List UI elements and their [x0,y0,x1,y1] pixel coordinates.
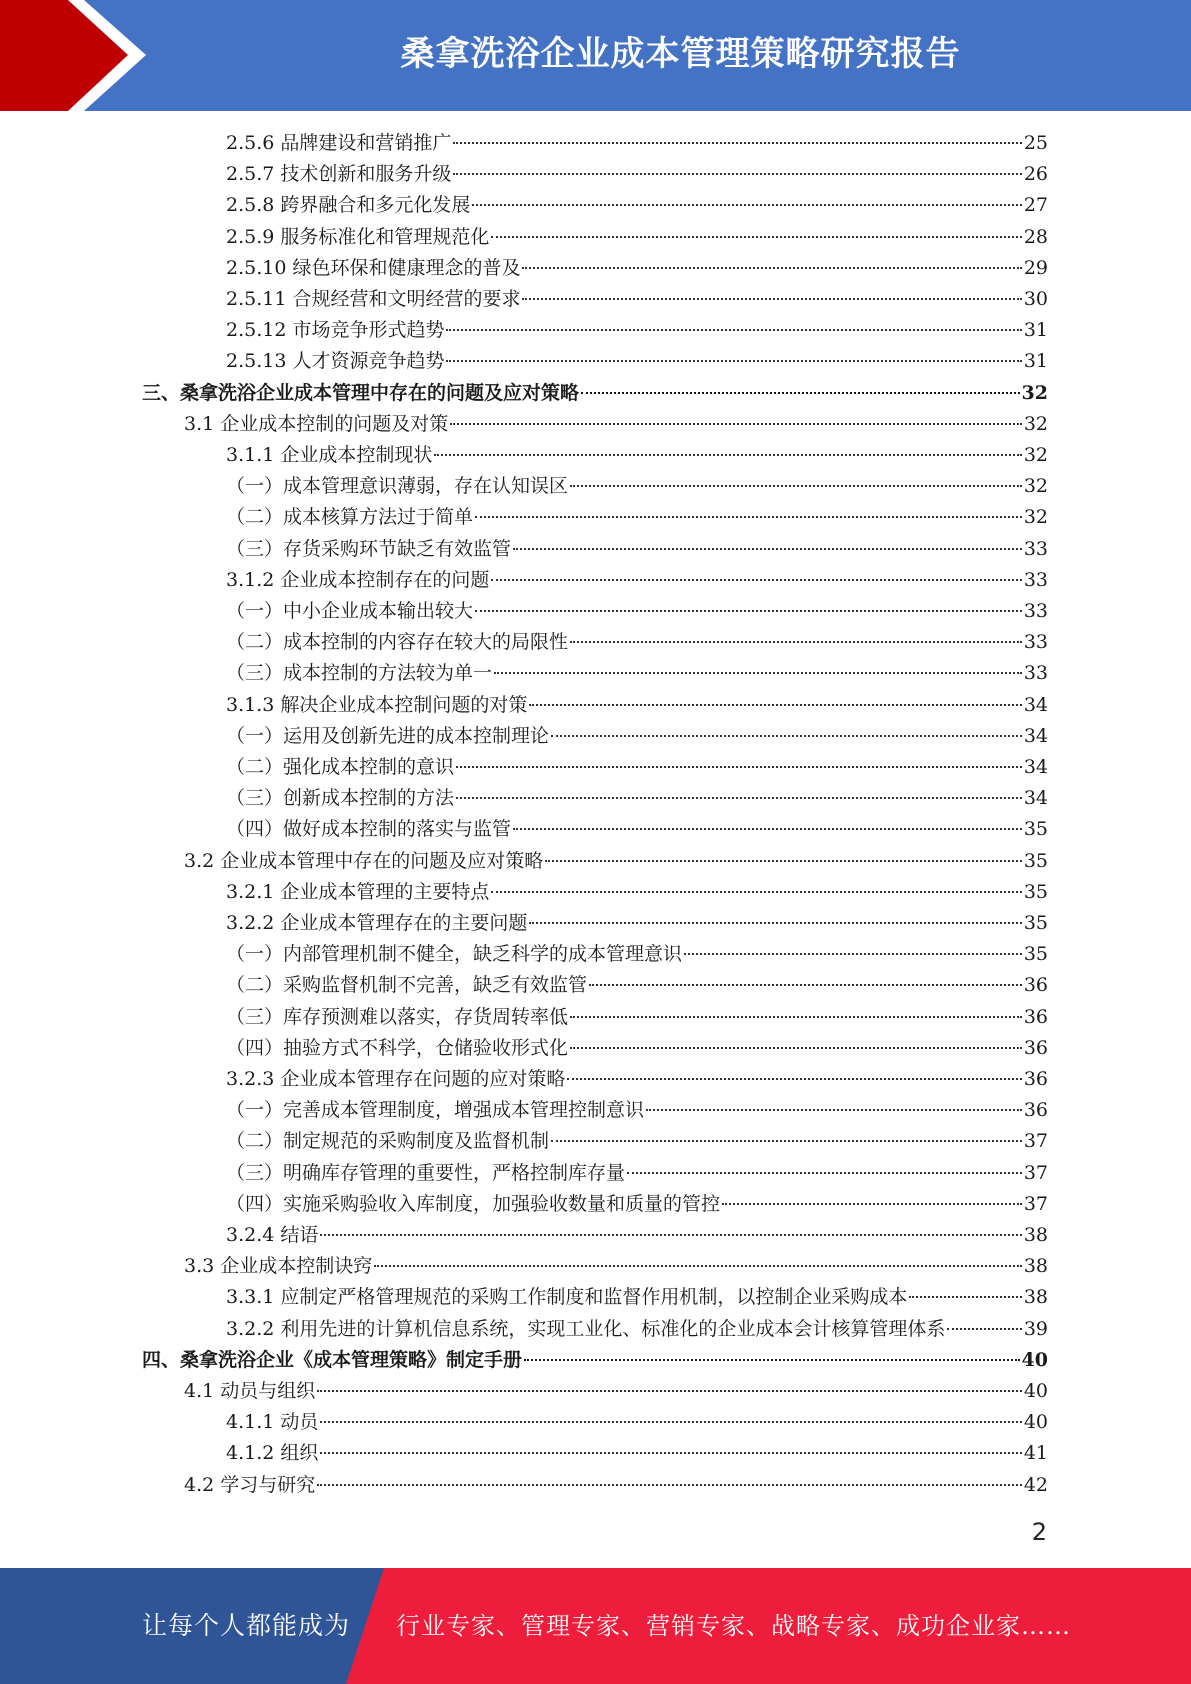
toc-dot-leader [529,922,1021,924]
toc-entry-title: （三）创新成本控制的方法 [226,787,455,810]
toc-entry[interactable] [226,1158,1048,1189]
toc-entry-title: （一）运用及创新先进的成本控制理论 [226,724,550,747]
toc-dot-leader [491,236,1021,238]
toc-entry-page: 37 [1023,1161,1048,1184]
toc-entry[interactable] [226,1314,1048,1345]
toc-entry-title: （二）采购监督机制不完善，缺乏有效监管 [226,974,588,997]
toc-entry[interactable] [184,409,1048,440]
toc-entry[interactable] [226,1282,1048,1313]
toc-entry-page: 41 [1023,1442,1048,1465]
toc-dot-leader [545,860,1022,862]
toc-dot-leader [453,142,1021,144]
toc-entry[interactable] [226,1438,1048,1469]
toc-entry-page: 34 [1023,693,1048,716]
toc-entry[interactable] [226,690,1048,721]
toc-entry[interactable] [226,565,1048,596]
red-chevron-icon [0,0,170,111]
toc-dot-leader [909,1296,1021,1298]
toc-entry-page: 36 [1023,1036,1048,1059]
toc-entry-title: 3.1 企业成本控制的问题及对策 [184,412,449,435]
toc-entry-title: （一）内部管理机制不健全，缺乏科学的成本管理意识 [226,943,683,966]
toc-entry[interactable] [226,128,1048,159]
toc-entry-page: 35 [1023,818,1048,841]
toc-entry-title: 2.5.9 服务标准化和管理规范化 [226,225,490,248]
toc-dot-leader [589,984,1022,986]
toc-entry[interactable] [226,222,1048,253]
toc-entry-page: 36 [1023,1068,1048,1090]
toc-entry-page: 36 [1023,974,1048,997]
toc-entry-page: 35 [1023,912,1048,934]
toc-entry-page: 27 [1023,194,1048,217]
toc-entry-page: 32 [1023,412,1048,435]
toc-dot-leader [581,392,1020,394]
toc-entry[interactable] [184,1251,1048,1282]
page-number: 2 [1031,1518,1047,1546]
toc-entry-title: 3.1.1 企业成本控制现状 [226,444,433,466]
toc-entry[interactable] [226,440,1048,471]
toc-entry-page: 28 [1023,225,1048,248]
toc-entry[interactable] [184,1376,1048,1407]
toc-entry[interactable] [226,190,1048,221]
toc-entry-page: 34 [1023,724,1048,747]
toc-dot-leader [320,1452,1021,1454]
toc-entry[interactable] [226,1064,1048,1095]
toc-dot-leader [524,1359,1020,1361]
toc-dot-leader [646,1109,1022,1111]
toc-entry-page: 38 [1023,1286,1048,1309]
toc-dot-leader [450,423,1022,425]
toc-entry[interactable] [184,1470,1048,1501]
toc-entry-title: 四、桑拿洗浴企业《成本管理策略》制定手册 [142,1348,523,1371]
toc-entry-title: 2.5.11 合规经营和文明经营的要求 [226,288,521,310]
toc-entry[interactable] [226,721,1048,752]
toc-entry-page: 34 [1023,787,1048,810]
toc-entry-page: 33 [1023,568,1048,591]
document-title: 桑拿洗浴企业成本管理策略研究报告 [400,34,961,74]
toc-dot-leader [570,1016,1022,1018]
toc-dot-leader [446,329,1021,331]
toc-entry-title: （四）做好成本控制的落实与监管 [226,818,512,841]
toc-entry[interactable] [226,1189,1048,1220]
toc-entry[interactable] [226,1407,1048,1438]
toc-entry-title: 3.2.2 利用先进的计算机信息系统，实现工业化、标准化的企业成本会计核算管理体系 [226,1317,946,1340]
toc-entry-title: 4.2 学习与研究 [184,1473,316,1496]
toc-entry-page: 36 [1023,1005,1048,1028]
toc-entry-page: 33 [1023,662,1048,685]
toc-entry-title: （三）库存预测难以落实，存货周转率低 [226,1005,569,1028]
toc-entry-page: 32 [1023,475,1048,498]
toc-entry[interactable] [142,378,1048,409]
toc-entry[interactable] [226,1126,1048,1157]
toc-entry-title: （二）制定规范的采购制度及监督机制 [226,1130,550,1153]
toc-dot-leader [522,298,1021,300]
footer-slogan-left: 让每个人都能成为 [142,1611,351,1640]
toc-entry-title: 2.5.13 人才资源竞争趋势 [226,350,445,373]
toc-dot-leader [570,641,1022,643]
toc-entry-title: （三）明确库存管理的重要性，严格控制库存量 [226,1161,626,1184]
toc-dot-leader [475,516,1022,518]
toc-entry-page: 36 [1023,1099,1048,1122]
toc-entry-page: 29 [1023,256,1048,279]
toc-entry-title: 3.3 企业成本控制诀窍 [184,1255,373,1278]
toc-entry-title: 4.1.1 动员 [226,1411,319,1434]
footer-slogan-right: 行业专家、管理专家、营销专家、战略专家、成功企业家…… [396,1612,1071,1640]
toc-entry-page: 38 [1023,1224,1048,1246]
toc-dot-leader [434,454,1021,456]
toc-entry-title: 2.5.7 技术创新和服务升级 [226,163,452,186]
toc-entry[interactable] [226,658,1048,689]
toc-entry-title: 2.5.8 跨界融合和多元化发展 [226,194,471,217]
toc-entry-title: 4.1 动员与组织 [184,1380,316,1402]
toc-entry[interactable] [226,253,1048,284]
toc-entry[interactable] [226,1095,1048,1126]
toc-entry[interactable] [226,1033,1048,1064]
toc-entry-page: 35 [1023,943,1048,966]
toc-entry-page: 33 [1023,537,1048,560]
toc-entry-title: （四）抽验方式不科学，仓储验收形式化 [226,1036,569,1059]
toc-entry[interactable] [226,1220,1048,1251]
toc-entry-page: 32 [1023,506,1048,529]
toc-entry-title: （二）成本核算方法过于简单 [226,506,474,529]
toc-entry-page: 33 [1023,631,1048,654]
toc-entry-title: 2.5.10 绿色环保和健康理念的普及 [226,256,521,279]
toc-entry-title: （二）成本控制的内容存在较大的局限性 [226,631,569,654]
toc-dot-leader [684,953,1022,955]
toc-dot-leader [475,610,1022,612]
toc-entry[interactable] [226,814,1048,845]
toc-entry[interactable] [226,1002,1048,1033]
toc-dot-leader [529,704,1021,706]
toc-dot-leader [567,1078,1021,1080]
toc-entry-page: 26 [1023,163,1048,186]
toc-entry-page: 37 [1023,1192,1048,1215]
toc-entry-title: 3.2.1 企业成本管理的主要特点 [226,880,490,903]
toc-entry[interactable] [226,970,1048,1001]
toc-entry[interactable] [226,752,1048,783]
toc-dot-leader [522,267,1021,269]
toc-entry[interactable] [226,877,1048,908]
toc-entry[interactable] [226,783,1048,814]
toc-entry-title: 3.1.3 解决企业成本控制问题的对策 [226,693,528,716]
toc-entry-page: 35 [1023,880,1048,903]
toc-entry-page: 25 [1023,132,1048,154]
toc-entry-page: 31 [1023,319,1048,342]
toc-entry-page: 40 [1023,1411,1048,1434]
toc-dot-leader [494,672,1022,674]
toc-entry-title: 2.5.12 市场竞争形式趋势 [226,319,445,342]
toc-entry[interactable] [226,346,1048,377]
toc-entry-title: （四）实施采购验收入库制度，加强验收数量和质量的管控 [226,1192,721,1215]
toc-entry-title: 3.2.3 企业成本管理存在问题的应对策略 [226,1068,566,1090]
toc-dot-leader [570,1047,1022,1049]
toc-entry-title: 2.5.6 品牌建设和营销推广 [226,132,452,154]
toc-entry[interactable] [142,1345,1048,1376]
toc-dot-leader [453,173,1021,175]
toc-dot-leader [722,1203,1022,1205]
toc-dot-leader [472,204,1021,206]
toc-entry-page: 33 [1023,600,1048,622]
toc-entry-title: 3.2.4 结语 [226,1224,319,1246]
toc-entry-page: 34 [1023,756,1048,778]
toc-entry[interactable] [226,939,1048,970]
toc-entry-page: 40 [1021,1348,1048,1371]
toc-entry-title: （三）成本控制的方法较为单一 [226,662,493,685]
toc-entry-title: 3.2.2 企业成本管理存在的主要问题 [226,912,528,934]
toc-entry-title: 3.1.2 企业成本控制存在的问题 [226,568,490,591]
toc-entry[interactable] [226,315,1048,346]
toc-dot-leader [513,828,1022,830]
toc-entry-title: （一）完善成本管理制度，增强成本管理控制意识 [226,1099,645,1122]
toc-dot-leader [456,797,1022,799]
toc-entry[interactable] [226,159,1048,190]
footer-banner [0,1568,1191,1684]
toc-entry-title: 3.2 企业成本管理中存在的问题及应对策略 [184,849,544,872]
toc-entry-title: （二）强化成本控制的意识 [226,756,455,778]
toc-dot-leader [513,548,1022,550]
header-banner [0,0,1191,111]
toc-dot-leader [374,1265,1022,1267]
toc-entry-title: 三、桑拿洗浴企业成本管理中存在的问题及应对策略 [142,381,580,404]
toc-dot-leader [320,1234,1021,1236]
toc-entry[interactable] [226,534,1048,565]
toc-dot-leader [947,1328,1021,1330]
toc-dot-leader [317,1484,1022,1486]
toc-entry-title: 4.1.2 组织 [226,1442,319,1465]
toc-entry-title: （一）中小企业成本输出较大 [226,600,474,622]
toc-entry-title: （一）成本管理意识薄弱，存在认知误区 [226,475,569,498]
toc-dot-leader [446,360,1021,362]
toc-entry[interactable] [226,627,1048,658]
toc-entry-page: 32 [1023,444,1048,466]
toc-entry[interactable] [226,908,1048,939]
toc-dot-leader [551,1140,1022,1142]
toc-dot-leader [627,1172,1022,1174]
toc-entry[interactable] [226,471,1048,502]
toc-entry-page: 39 [1023,1317,1048,1340]
toc-entry-page: 40 [1023,1380,1048,1402]
toc-entry-title: （三）存货采购环节缺乏有效监管 [226,537,512,560]
toc-dot-leader [317,1390,1022,1392]
toc-entry[interactable] [226,284,1048,315]
toc-dot-leader [551,735,1022,737]
toc-entry-page: 38 [1023,1255,1048,1278]
toc-entry[interactable] [226,596,1048,627]
toc-entry[interactable] [226,502,1048,533]
toc-entry-page: 35 [1023,849,1048,872]
toc-entry-title: 3.3.1 应制定严格管理规范的采购工作制度和监督作用机制，以控制企业采购成本 [226,1286,908,1309]
toc-entry-page: 37 [1023,1130,1048,1153]
toc-dot-leader [570,485,1022,487]
toc-dot-leader [456,766,1022,768]
toc-entry-page: 42 [1023,1473,1048,1496]
toc-entry-page: 32 [1021,381,1048,404]
toc-dot-leader [320,1421,1021,1423]
toc-entry[interactable] [184,846,1048,877]
toc-dot-leader [491,579,1021,581]
toc-entry-page: 30 [1023,288,1048,310]
toc-entry-page: 31 [1023,350,1048,373]
toc-dot-leader [491,891,1021,893]
